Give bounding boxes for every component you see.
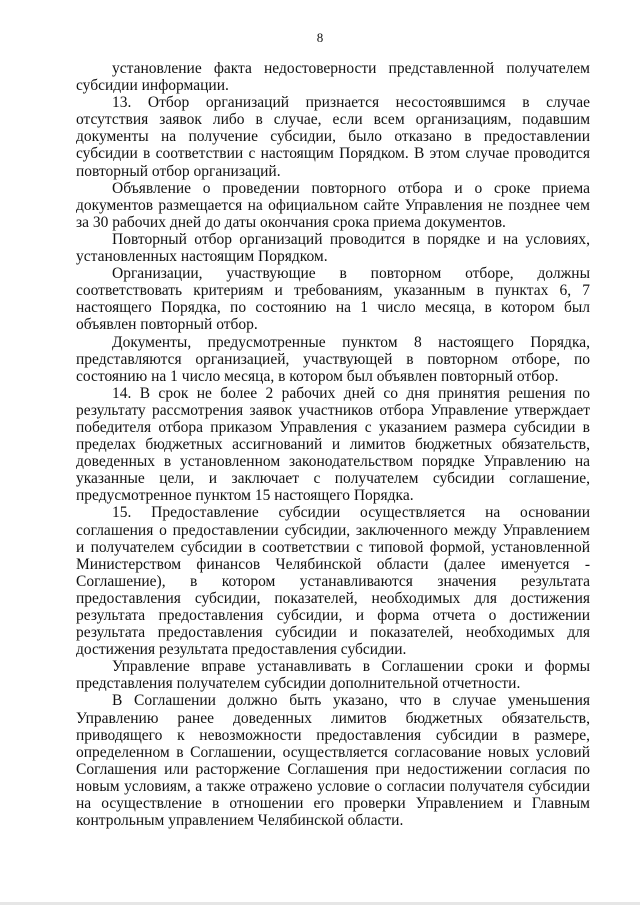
document-body <box>76 60 590 829</box>
paragraph-additional-reporting: Управление вправе устанавливать в Соглашении сроки и формы представления получателем субсидии дополнительной отчетности. <box>76 658 590 693</box>
paragraph-14: 14. В срок не более 2 рабочих дней со дня принятия решения по результату рассмотрения заявок участников отбора Управление утверждает победителя отбора приказом Управления с указанием размера субсидии в пределах бюджетных ассигнований и лимитов бюджетных обязательств, доведенных в установленном законодательством порядке Управлению на указанные цели, и заключает с получателем субсидии соглашение, предусмотренное пунктом 15 настоящего Порядка. <box>76 384 590 505</box>
paragraph-continuation: установление факта недостоверности представленной получателем субсидии информации. <box>76 60 590 95</box>
paragraph-agreement-conditions: В Соглашении должно быть указано, что в случае уменьшения Управлению ранее доведенных лимитов бюджетных обязательств, приводящего к невозможности предоставления субсидии в размере, определенном в Соглашении, осуществляется согласование новых условий Соглашения или расторжение Соглашения при недостижении согласия по новым условиям, а также отражено условие о согласии получателя субсидии на осуществление в отношении его проверки Управлением и Главным контрольным управлением Челябинской области. <box>76 692 590 830</box>
paragraph-documents: Документы, предусмотренные пунктом 8 настоящего Порядка, представляются организацией, участвующей в повторном отборе, по состоянию на 1 число месяца, в котором был объявлен повторный отбор. <box>76 333 590 385</box>
paragraph-15: 15. Предоставление субсидии осуществляется на основании соглашения о предоставлении субсидии, заключенного между Управлением и получателем субсидии в соответствии с типовой формой, установленной Министерством финансов Челябинской области (далее именуется - Соглашение), в котором устанавливаются значения результата предоставления субсидии, показателей, необходимых для достижения результата предоставления субсидии, и форма отчета о достижении результата предоставления субсидии и показателей, необходимых для достижения результата предоставления субсидии. <box>76 504 590 659</box>
paragraph-repeat-selection: Повторный отбор организаций проводится в порядке и на условиях, установленных настоящим Порядком. <box>76 230 590 266</box>
paragraph-announcement: Объявление о проведении повторного отбора и о сроке приема документов размещается на официальном сайте Управления не позднее чем за 30 рабочих дней до даты окончания срока приема документов. <box>76 179 590 231</box>
page-number: 8 <box>316 30 324 45</box>
paragraph-participants: Организации, участвующие в повторном отборе, должны соответствовать критериям и требованиям, указанным в пунктах 6, 7 настоящего Порядка, по состоянию на 1 число месяца, в котором был объявлен повторный отбор. <box>76 265 590 334</box>
paragraph-13: 13. Отбор организаций признается несостоявшимся в случае отсутствия заявок либо в случае, если всем организациям, подавшим документы на получение субсидии, было отказано в предоставлении субсидии в соответствии с настоящим Порядком. В этом случае проводится повторный отбор организаций. <box>76 94 590 180</box>
